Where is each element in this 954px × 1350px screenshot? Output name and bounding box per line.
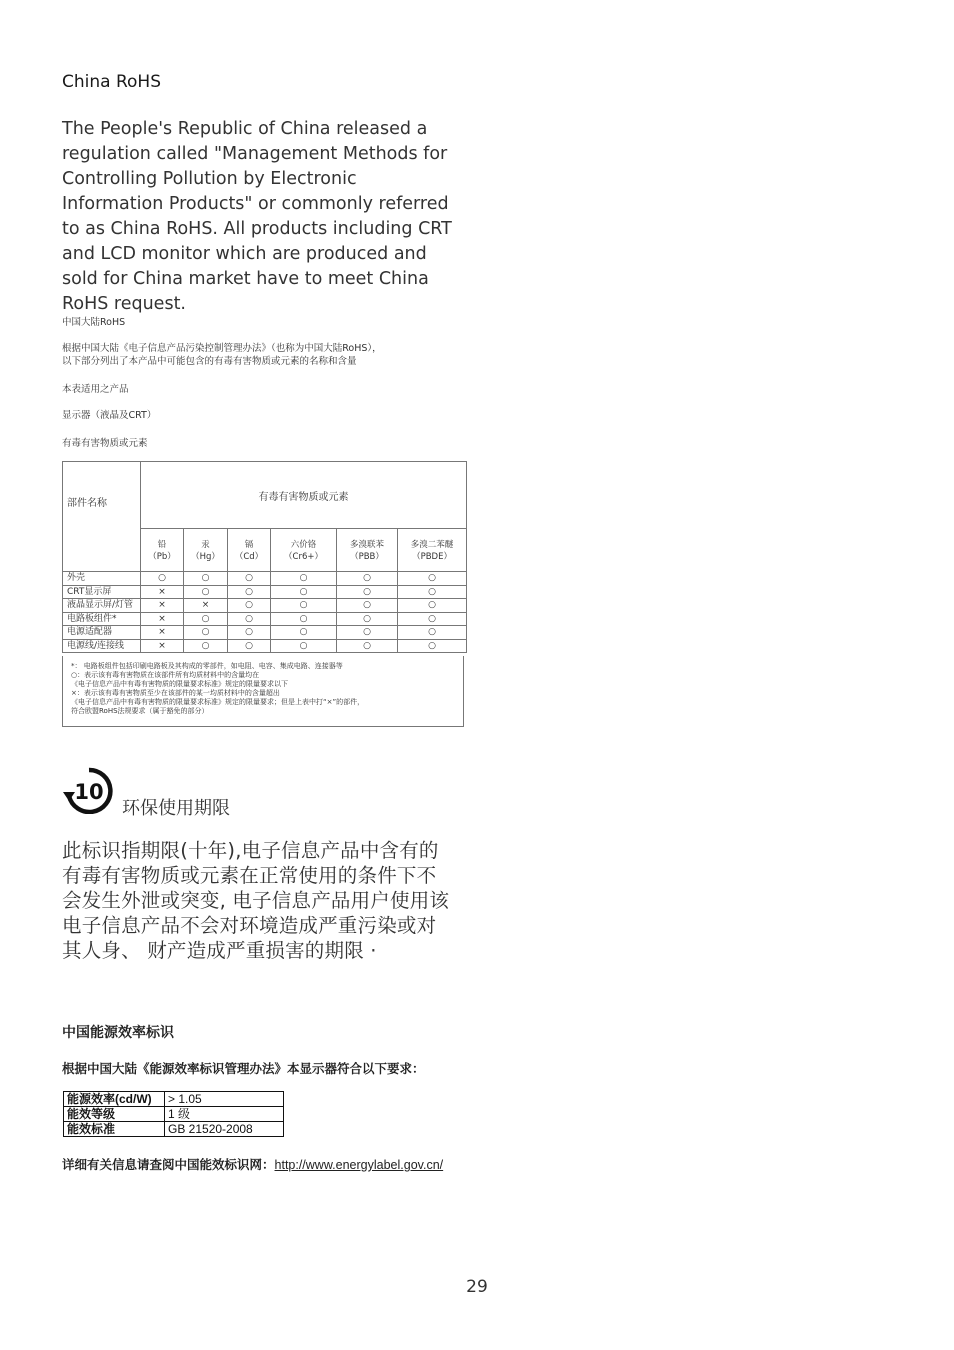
cn-rohs-title: 中国大陆RoHS <box>62 317 126 328</box>
column-header-hg: 汞 （Hg） <box>184 529 228 572</box>
cell-value: ○ <box>398 599 467 613</box>
table-row <box>63 626 467 640</box>
table-row <box>63 585 467 599</box>
period-line: 有毒有害物质或元素在正常使用的条件下不 <box>62 864 437 887</box>
intro-paragraph: The People's Republic of China released a regulation called "Management Methods for Controlling Pollution by Electronic Information Products" or commonly referred to as China RoHS. All products including CRT and LCD monitor which are produced and sold for China market have to meet China RoHS request. <box>62 119 452 314</box>
cell-value: ○ <box>228 639 271 653</box>
cell-value: ○ <box>398 572 467 586</box>
cell-value: ○ <box>337 585 398 599</box>
cell-value: ○ <box>337 572 398 586</box>
energy-link-prefix: 详细有关信息请查阅中国能效标识网： <box>62 1157 275 1172</box>
page-number: 29 <box>466 1277 488 1297</box>
energy-requirement: 根据中国大陆《能源效率标识管理办法》本显示器符合以下要求： <box>62 1061 425 1076</box>
cell-value: ○ <box>337 626 398 640</box>
part-name: 电源适配器 <box>63 626 141 640</box>
table-row <box>63 639 467 653</box>
part-name: CRT显示屏 <box>63 585 141 599</box>
cell-value: ○ <box>184 639 228 653</box>
energy-value: GB 21520-2008 <box>165 1122 284 1137</box>
table-row <box>63 612 467 626</box>
note-line: 《电子信息产品中有毒有害物质的限量要求标准》规定的限量要求以下 <box>71 680 288 688</box>
cell-value: × <box>184 599 228 613</box>
cell-value: ○ <box>184 626 228 640</box>
energy-value: > 1.05 <box>165 1092 284 1107</box>
cell-value: ○ <box>141 572 184 586</box>
cell-value: × <box>141 639 184 653</box>
cell-value: ○ <box>337 612 398 626</box>
cell-value: ○ <box>271 599 337 613</box>
column-header-pbde: 多溴二苯醚 （PBDE） <box>398 529 467 572</box>
cell-value: ○ <box>337 599 398 613</box>
period-line: 此标识指期限(十年),电子信息产品中含有的 <box>62 839 439 862</box>
part-name: 液晶显示屏/灯管 <box>63 599 141 613</box>
cell-value: ○ <box>398 585 467 599</box>
cell-value: ○ <box>228 612 271 626</box>
cell-value: ○ <box>271 572 337 586</box>
note-line: 符合欧盟RoHS法规要求（属于豁免的部分） <box>71 707 209 715</box>
cell-value: × <box>141 599 184 613</box>
cell-value: ○ <box>228 599 271 613</box>
energy-key: 能源效率(cd/W) <box>64 1092 165 1107</box>
part-name-header: 部件名称 <box>63 462 141 572</box>
cn-product-label: 显示器（液晶及CRT） <box>62 410 157 421</box>
cell-value: ○ <box>184 572 228 586</box>
energy-label-link[interactable]: http://www.energylabel.gov.cn/ <box>274 1158 444 1172</box>
rohs-notes <box>62 656 464 727</box>
column-header-pb: 铅 （Pb） <box>141 529 184 572</box>
period-line: 电子信息产品不会对环境造成严重污染或对 <box>62 914 437 937</box>
period-line: 其人身、 财产造成严重损害的期限 · <box>62 939 377 962</box>
cell-value: ○ <box>184 612 228 626</box>
note-line: ○：表示该有毒有害物质在该部件所有均质材料中的含量均在 <box>71 671 260 679</box>
rohs-table <box>62 461 467 653</box>
table-row <box>64 1122 284 1137</box>
cell-value: ○ <box>271 626 337 640</box>
environmental-period-logo-icon <box>62 766 116 814</box>
cell-value: ○ <box>398 612 467 626</box>
cell-value: ○ <box>271 639 337 653</box>
note-line: *： 电路板组件包括印刷电路板及其构成的零部件，如电阻、电容、集成电路、连接器等 <box>71 662 343 670</box>
period-description <box>62 838 472 963</box>
cell-value: × <box>141 626 184 640</box>
cn-substances-label: 有毒有害物质或元素 <box>62 438 148 449</box>
logo-number: 10 <box>74 780 104 804</box>
cell-value: ○ <box>337 639 398 653</box>
part-name: 电源线/连接线 <box>63 639 141 653</box>
note-line: ×：表示该有毒有害物质至少在该部件的某一均质材料中的含量超出 <box>71 689 280 697</box>
cell-value: ○ <box>228 585 271 599</box>
part-name: 外壳 <box>63 572 141 586</box>
note-line: 《电子信息产品中有毒有害物质的限量要求标准》规定的限量要求；但是上表中打“×”的部件， <box>71 698 365 706</box>
cell-value: ○ <box>228 572 271 586</box>
cell-value: ○ <box>398 639 467 653</box>
section-heading: China RoHS <box>62 72 161 92</box>
table-row <box>63 572 467 586</box>
energy-info-line <box>62 1155 443 1173</box>
cell-value: × <box>141 585 184 599</box>
period-label: 环保使用期限 <box>122 798 230 819</box>
cn-applicable-label: 本表适用之产品 <box>62 384 129 395</box>
table-row <box>64 1092 284 1107</box>
column-header-cd: 镉 （Cd） <box>228 529 271 572</box>
energy-key: 能效等级 <box>64 1107 165 1122</box>
period-line: 会发生外泄或突变, 电子信息产品用户使用该 <box>62 889 450 912</box>
energy-value: 1 级 <box>165 1107 284 1122</box>
cell-value: × <box>141 612 184 626</box>
table-row <box>64 1107 284 1122</box>
energy-table <box>63 1091 284 1137</box>
part-name: 电路板组件* <box>63 612 141 626</box>
energy-key: 能效标准 <box>64 1122 165 1137</box>
cell-value: ○ <box>271 612 337 626</box>
column-header-pbb: 多溴联苯 （PBB） <box>337 529 398 572</box>
cell-value: ○ <box>228 626 271 640</box>
substances-group-header: 有毒有害物质或元素 <box>141 462 467 529</box>
column-header-cr6: 六价铬 （Cr6+） <box>271 529 337 572</box>
energy-label-title: 中国能源效率标识 <box>62 1025 174 1041</box>
cell-value: ○ <box>184 585 228 599</box>
cell-value: ○ <box>271 585 337 599</box>
cn-basis-line-1: 根据中国大陆《电子信息产品污染控制管理办法》（也称为中国大陆RoHS）， <box>62 343 382 354</box>
cn-basis-line-2: 以下部分列出了本产品中可能包含的有毒有害物质或元素的名称和含量 <box>62 356 357 367</box>
table-row <box>63 599 467 613</box>
cell-value: ○ <box>398 626 467 640</box>
